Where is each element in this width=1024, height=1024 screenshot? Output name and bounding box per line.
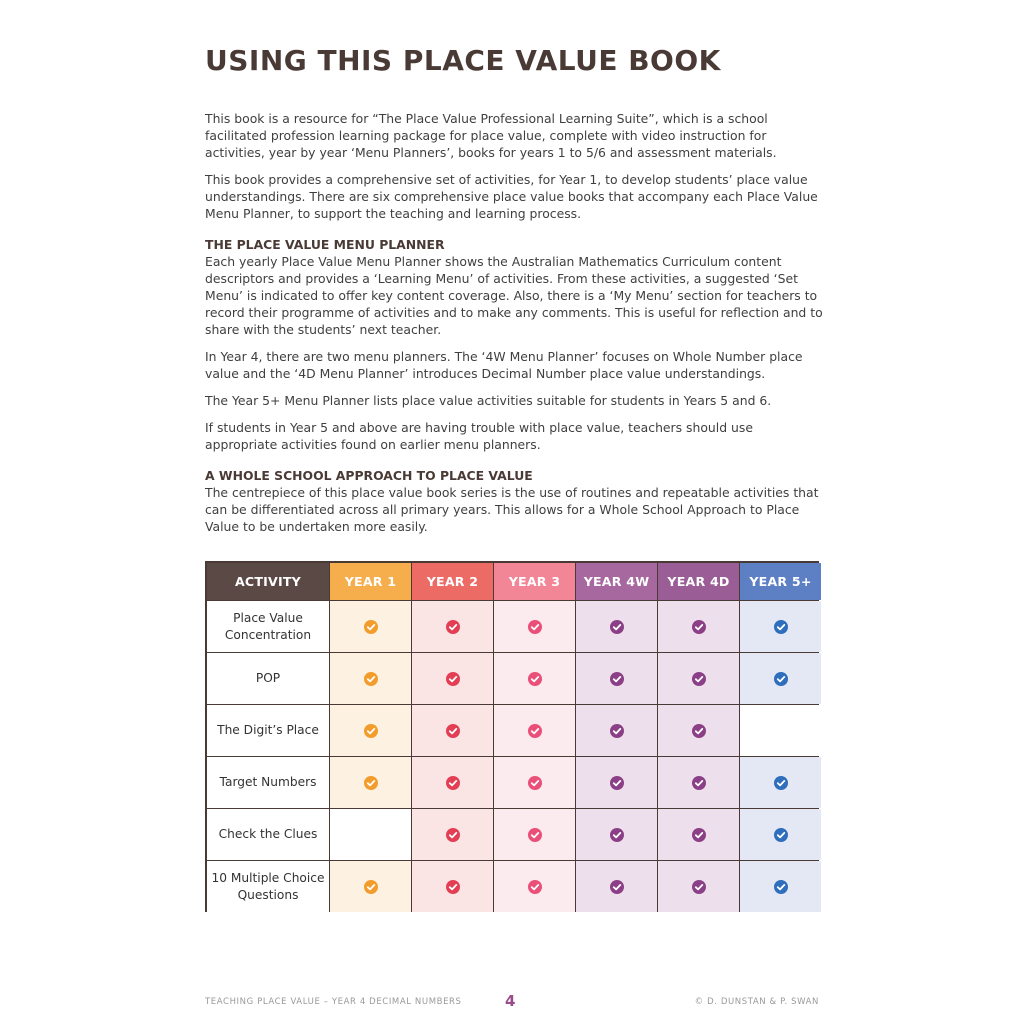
planner-paragraph-2: In Year 4, there are two menu planners. The ‘4W Menu Planner’ focuses on Whole Number place value and the ‘4D Menu Planner’ introduces Decimal Number place value understandings. <box>205 349 803 381</box>
table-cell-y2 <box>412 601 493 652</box>
check-circle-icon <box>528 724 542 738</box>
header-year-4d: YEAR 4D <box>658 563 739 600</box>
section-heading-menu-planner: THE PLACE VALUE MENU PLANNER <box>205 237 445 252</box>
check-circle-icon <box>364 776 378 790</box>
table-cell-y4d <box>658 861 739 912</box>
table-cell-y4d <box>658 705 739 756</box>
table-cell-y4w <box>576 809 657 860</box>
table-cell-y1 <box>330 861 411 912</box>
table-cell-y5 <box>740 705 821 756</box>
table-cell-y3 <box>494 757 575 808</box>
check-circle-icon <box>692 672 706 686</box>
check-circle-icon <box>528 620 542 634</box>
check-circle-icon <box>446 880 460 894</box>
header-activity: ACTIVITY <box>207 563 329 600</box>
table-cell-y1 <box>330 809 411 860</box>
table-cell-y1 <box>330 705 411 756</box>
table-cell-y4w <box>576 705 657 756</box>
body-content <box>205 110 823 545</box>
table-cell-y3 <box>494 861 575 912</box>
activity-label: The Digit’s Place <box>207 705 329 756</box>
table-cell-y2 <box>412 705 493 756</box>
activity-label: 10 Multiple Choice Questions <box>207 861 329 912</box>
footer-book-title: TEACHING PLACE VALUE – YEAR 4 DECIMAL NUMBERS <box>205 997 462 1007</box>
section-heading-whole-school: A WHOLE SCHOOL APPROACH TO PLACE VALUE <box>205 468 533 483</box>
check-circle-icon <box>446 672 460 686</box>
table-cell-y4w <box>576 861 657 912</box>
header-year-1: YEAR 1 <box>330 563 411 600</box>
header-year-5plus: YEAR 5+ <box>740 563 821 600</box>
check-circle-icon <box>364 724 378 738</box>
check-circle-icon <box>774 880 788 894</box>
table-cell-y5 <box>740 653 821 704</box>
check-circle-icon <box>774 620 788 634</box>
table-cell-y5 <box>740 861 821 912</box>
table-cell-y4d <box>658 653 739 704</box>
check-circle-icon <box>528 828 542 842</box>
activity-label: Target Numbers <box>207 757 329 808</box>
table-cell-y4d <box>658 601 739 652</box>
table-cell-y3 <box>494 809 575 860</box>
table-cell-y4d <box>658 757 739 808</box>
activity-label: Place Value Concentration <box>207 601 329 652</box>
activity-label: POP <box>207 653 329 704</box>
table-cell-y5 <box>740 809 821 860</box>
intro-paragraph-2: This book provides a comprehensive set of activities, for Year 1, to develop students’ place value understandings. There are six comprehensive place value books that accompany each Place Value Menu Planner, to support the teaching and learning process. <box>205 172 818 221</box>
check-circle-icon <box>364 620 378 634</box>
check-circle-icon <box>610 776 624 790</box>
table-cell-y1 <box>330 757 411 808</box>
approach-paragraph-1: The centrepiece of this place value book series is the use of routines and repeatable activities that can be differentiated across all primary years. This allows for a Whole School Approach to Place Value to be undertaken more easily. <box>205 485 819 534</box>
check-circle-icon <box>364 672 378 686</box>
check-circle-icon <box>692 776 706 790</box>
table-cell-y2 <box>412 809 493 860</box>
table-cell-y5 <box>740 601 821 652</box>
check-circle-icon <box>364 880 378 894</box>
check-circle-icon <box>692 880 706 894</box>
check-circle-icon <box>610 828 624 842</box>
page-number: 4 <box>505 992 516 1010</box>
table-cell-y2 <box>412 757 493 808</box>
planner-paragraph-4: If students in Year 5 and above are having trouble with place value, teachers should use appropriate activities found on earlier menu planners. <box>205 420 753 452</box>
table-cell-y3 <box>494 601 575 652</box>
table-cell-y4w <box>576 653 657 704</box>
check-circle-icon <box>610 724 624 738</box>
table-cell-y4w <box>576 601 657 652</box>
check-circle-icon <box>774 672 788 686</box>
check-circle-icon <box>446 776 460 790</box>
planner-paragraph-3: The Year 5+ Menu Planner lists place value activities suitable for students in Years 5 and 6. <box>205 393 772 408</box>
table-cell-y5 <box>740 757 821 808</box>
check-circle-icon <box>692 620 706 634</box>
header-year-2: YEAR 2 <box>412 563 493 600</box>
check-circle-icon <box>774 828 788 842</box>
check-circle-icon <box>610 620 624 634</box>
check-circle-icon <box>610 880 624 894</box>
table-cell-y2 <box>412 653 493 704</box>
check-circle-icon <box>528 880 542 894</box>
intro-paragraph-1: This book is a resource for “The Place Value Professional Learning Suite”, which is a school facilitated profession learning package for place value, complete with video instruction for activities, year by year ‘Menu Planners’, books for years 1 to 5/6 and assessment materials. <box>205 111 777 160</box>
table-cell-y1 <box>330 653 411 704</box>
footer-copyright: © D. DUNSTAN & P. SWAN <box>694 997 819 1007</box>
activity-label: Check the Clues <box>207 809 329 860</box>
check-circle-icon <box>692 724 706 738</box>
table-cell-y3 <box>494 653 575 704</box>
table-cell-y2 <box>412 861 493 912</box>
header-year-3: YEAR 3 <box>494 563 575 600</box>
table-cell-y3 <box>494 705 575 756</box>
activity-table <box>205 561 819 912</box>
check-circle-icon <box>528 776 542 790</box>
check-circle-icon <box>446 828 460 842</box>
page-title: USING THIS PLACE VALUE BOOK <box>205 44 721 77</box>
check-circle-icon <box>692 828 706 842</box>
check-circle-icon <box>446 620 460 634</box>
table-cell-y1 <box>330 601 411 652</box>
check-circle-icon <box>446 724 460 738</box>
table-cell-y4w <box>576 757 657 808</box>
planner-paragraph-1: Each yearly Place Value Menu Planner shows the Australian Mathematics Curriculum content descriptors and provides a ‘Learning Menu’ of activities. From these activities, a suggested ‘Set Menu’ is indicated to offer key content coverage. Also, there is a ‘My Menu’ section for teachers to record their programme of activities and to make any comments. This is useful for reflection and to share with the students’ next teacher. <box>205 254 823 337</box>
table-cell-y4d <box>658 809 739 860</box>
check-circle-icon <box>610 672 624 686</box>
check-circle-icon <box>528 672 542 686</box>
header-year-4w: YEAR 4W <box>576 563 657 600</box>
check-circle-icon <box>774 776 788 790</box>
